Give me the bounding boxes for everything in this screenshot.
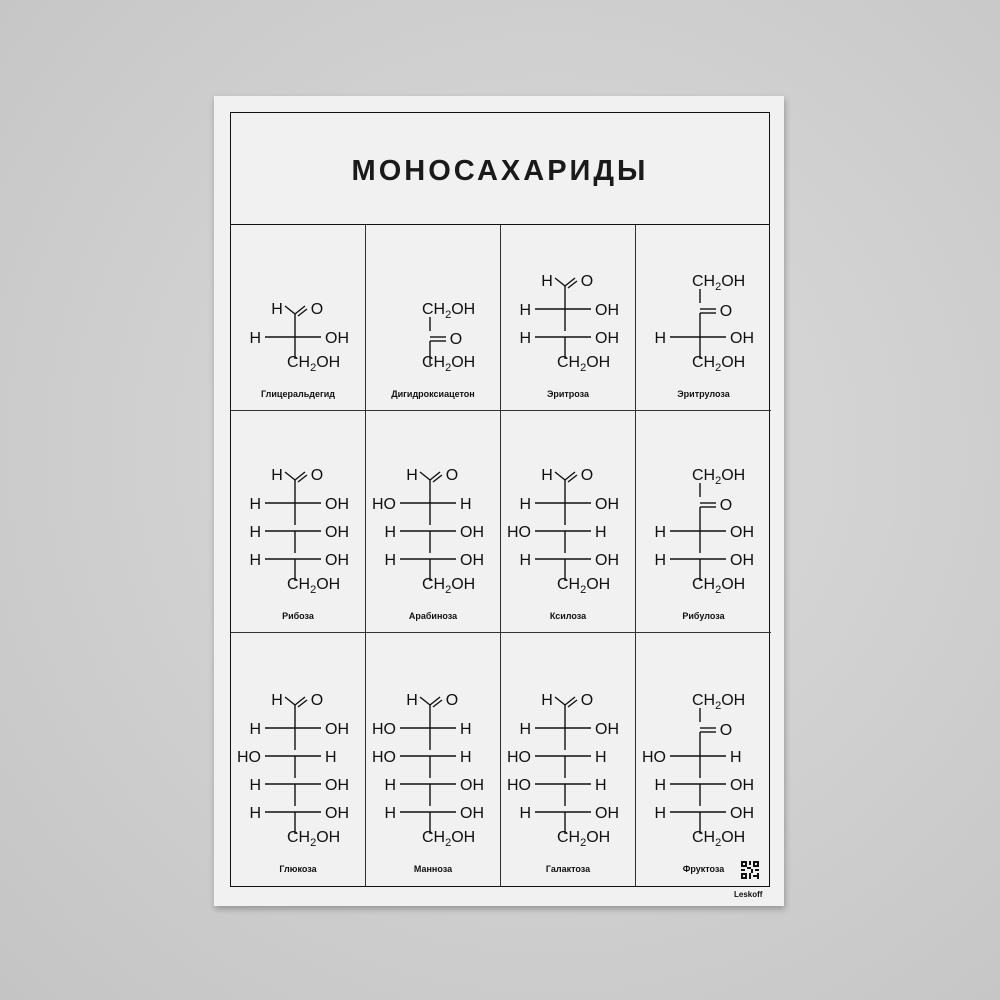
ketone-o: O — [719, 303, 733, 320]
formula-cell — [501, 225, 636, 411]
substituent-left: H — [519, 496, 531, 513]
sugar-name: Ксилоза — [549, 611, 587, 621]
bottom-ch2oh: $CH_2OH$ — [557, 829, 611, 849]
brand-label: Leskoff — [734, 890, 763, 899]
substituent-right: OH — [325, 496, 349, 513]
substituent-left: H — [654, 330, 666, 347]
poster-frame — [230, 112, 770, 887]
formula-cell — [231, 411, 366, 633]
bottom-ch2oh: $CH_2OH$ — [692, 576, 746, 596]
sugar-name: Рибулоза — [682, 611, 725, 621]
substituent-left: H — [654, 552, 666, 569]
formula-cell — [636, 411, 771, 633]
bottom-ch2oh: $CH_2OH$ — [557, 354, 611, 374]
ketone-o: O — [719, 722, 733, 739]
aldehyde-o: O — [445, 692, 459, 709]
sugar-name: Эритрулоза — [677, 389, 730, 399]
poster-title: МОНОСАХАРИДЫ — [351, 155, 649, 187]
fischer-projection — [501, 633, 636, 856]
aldehyde-o: O — [580, 467, 594, 484]
substituent-left: H — [249, 552, 261, 569]
substituent-right: H — [595, 777, 607, 794]
fischer-projection — [366, 633, 501, 856]
top-ch2oh: $CH_2OH$ — [422, 301, 476, 321]
sugar-name: Галактоза — [545, 864, 591, 874]
top-ch2oh: $CH_2OH$ — [692, 273, 746, 293]
ketone-o: O — [449, 331, 463, 348]
bottom-ch2oh: $CH_2OH$ — [557, 576, 611, 596]
fischer-projection — [366, 411, 501, 603]
fischer-projection — [636, 411, 771, 603]
substituent-right: OH — [325, 552, 349, 569]
aldehyde-h: H — [271, 692, 283, 709]
substituent-left: H — [519, 721, 531, 738]
sugar-name: Фруктоза — [682, 864, 725, 874]
substituent-left: HO — [372, 721, 396, 738]
substituent-right: OH — [460, 524, 484, 541]
fischer-projection — [636, 225, 771, 381]
substituent-left: H — [384, 524, 396, 541]
formula-cell — [366, 225, 501, 411]
substituent-right: H — [730, 749, 742, 766]
formula-cell — [231, 225, 366, 411]
aldehyde-h: H — [271, 467, 283, 484]
substituent-right: OH — [460, 777, 484, 794]
poster-sheet — [214, 96, 784, 906]
aldehyde-o: O — [445, 467, 459, 484]
aldehyde-h: H — [406, 467, 418, 484]
qr-code-icon — [741, 861, 759, 879]
substituent-right: H — [595, 749, 607, 766]
top-ch2oh: $CH_2OH$ — [692, 692, 746, 712]
substituent-left: HO — [237, 749, 261, 766]
bottom-ch2oh: $CH_2OH$ — [692, 829, 746, 849]
substituent-right: H — [460, 496, 472, 513]
substituent-right: OH — [460, 552, 484, 569]
fischer-projection — [501, 225, 636, 381]
sugar-name: Глюкоза — [279, 864, 317, 874]
substituent-right: H — [460, 721, 472, 738]
substituent-left: H — [654, 524, 666, 541]
sugar-name: Дигидроксиацетон — [391, 389, 475, 399]
formula-cell — [636, 225, 771, 411]
fischer-projection — [366, 225, 501, 381]
substituent-right: OH — [595, 302, 619, 319]
substituent-right: OH — [730, 805, 754, 822]
substituent-left: H — [519, 330, 531, 347]
sugar-name: Глицеральдегид — [261, 389, 335, 399]
formula-cell — [636, 633, 771, 886]
substituent-left: HO — [507, 777, 531, 794]
substituent-left: H — [384, 552, 396, 569]
substituent-left: HO — [507, 524, 531, 541]
ketone-o: O — [719, 497, 733, 514]
bottom-ch2oh: $CH_2OH$ — [287, 829, 341, 849]
aldehyde-o: O — [310, 692, 324, 709]
substituent-left: H — [654, 805, 666, 822]
substituent-right: H — [325, 749, 337, 766]
substituent-left: H — [519, 552, 531, 569]
fischer-projection — [501, 411, 636, 603]
substituent-right: OH — [325, 805, 349, 822]
substituent-right: H — [595, 524, 607, 541]
substituent-right: OH — [730, 777, 754, 794]
fischer-projection — [231, 633, 366, 856]
substituent-left: H — [519, 805, 531, 822]
substituent-left: H — [249, 777, 261, 794]
substituent-right: OH — [595, 805, 619, 822]
aldehyde-o: O — [310, 301, 324, 318]
formula-grid — [231, 225, 769, 886]
substituent-left: H — [654, 777, 666, 794]
sugar-name: Манноза — [413, 864, 453, 874]
bottom-ch2oh: $CH_2OH$ — [422, 829, 476, 849]
substituent-right: OH — [730, 330, 754, 347]
substituent-left: HO — [642, 749, 666, 766]
aldehyde-h: H — [541, 273, 553, 290]
formula-cell — [366, 411, 501, 633]
bottom-ch2oh: $CH_2OH$ — [287, 576, 341, 596]
top-ch2oh: $CH_2OH$ — [692, 467, 746, 487]
aldehyde-o: O — [580, 273, 594, 290]
formula-cell — [231, 633, 366, 886]
substituent-right: OH — [460, 805, 484, 822]
substituent-left: H — [249, 524, 261, 541]
substituent-right: OH — [325, 524, 349, 541]
substituent-left: HO — [372, 496, 396, 513]
substituent-left: HO — [507, 749, 531, 766]
aldehyde-h: H — [541, 692, 553, 709]
aldehyde-h: H — [271, 301, 283, 318]
substituent-right: OH — [325, 330, 349, 347]
fischer-projection — [636, 633, 771, 856]
formula-cell — [501, 633, 636, 886]
bottom-ch2oh: $CH_2OH$ — [692, 354, 746, 374]
sugar-name: Эритроза — [546, 389, 590, 399]
aldehyde-h: H — [541, 467, 553, 484]
aldehyde-o: O — [310, 467, 324, 484]
substituent-right: OH — [595, 496, 619, 513]
fischer-projection — [231, 411, 366, 603]
substituent-right: OH — [325, 721, 349, 738]
substituent-right: H — [460, 749, 472, 766]
sugar-name: Арабиноза — [408, 611, 458, 621]
bottom-ch2oh: $CH_2OH$ — [422, 576, 476, 596]
substituent-left: H — [249, 805, 261, 822]
bottom-ch2oh: $CH_2OH$ — [422, 354, 476, 374]
substituent-right: OH — [730, 552, 754, 569]
substituent-right: OH — [325, 777, 349, 794]
substituent-right: OH — [730, 524, 754, 541]
substituent-left: H — [384, 805, 396, 822]
substituent-left: H — [249, 496, 261, 513]
substituent-left: H — [519, 302, 531, 319]
poster-header — [231, 113, 769, 225]
formula-cell — [366, 633, 501, 886]
substituent-left: H — [249, 330, 261, 347]
substituent-left: H — [384, 777, 396, 794]
sugar-name: Рибоза — [282, 611, 314, 621]
aldehyde-h: H — [406, 692, 418, 709]
aldehyde-o: O — [580, 692, 594, 709]
substituent-right: OH — [595, 721, 619, 738]
substituent-left: H — [249, 721, 261, 738]
fischer-projection — [231, 225, 366, 381]
substituent-left: HO — [372, 749, 396, 766]
bottom-ch2oh: $CH_2OH$ — [287, 354, 341, 374]
substituent-right: OH — [595, 330, 619, 347]
formula-cell — [501, 411, 636, 633]
substituent-right: OH — [595, 552, 619, 569]
